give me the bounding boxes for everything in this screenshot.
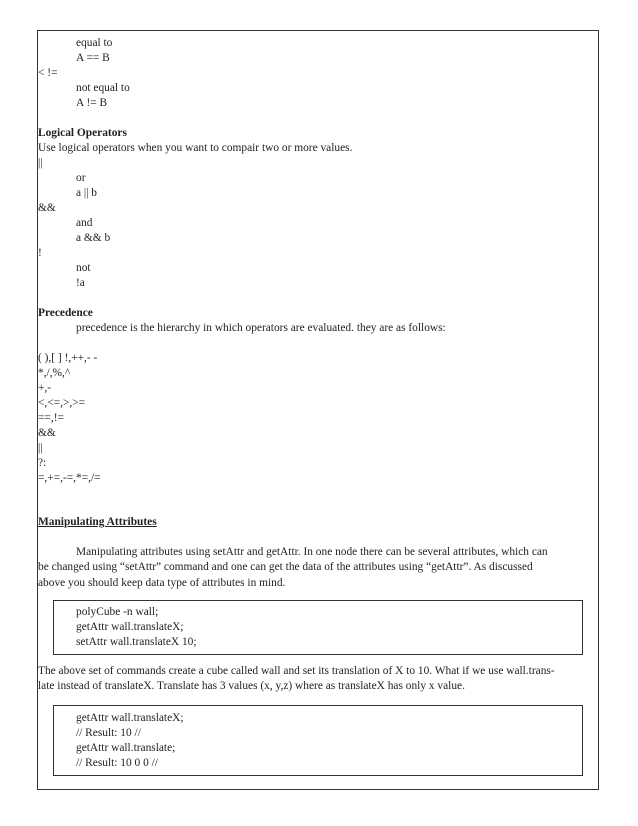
code-line: setAttr wall.translateX 10; [76,636,197,648]
code-block-2 [53,705,583,776]
paragraph-line: The above set of commands create a cube called wall and set its translation of X to 10. What if we use wall.trans- [38,665,555,677]
code-line: // Result: 10 // [76,727,141,739]
not-example: !a [76,277,85,289]
and-symbol: && [38,202,56,214]
code-block-1 [53,600,583,655]
manipulating-attributes-heading: Manipulating Attributes [38,516,157,528]
paragraph-line: late instead of translateX. Translate has 3 values (x, y,z) where as translateX has only x value. [38,680,465,693]
precedence-heading: Precedence [38,307,93,319]
code-line: // Result: 10 0 0 // [76,757,158,769]
attributes-paragraph-2 [38,664,594,695]
code-line: getAttr wall.translate; [76,742,176,754]
not-equal-symbol: < != [38,67,58,79]
equal-description: equal to [76,37,113,49]
or-description: or [76,172,86,184]
precedence-level: +,- [38,382,52,394]
or-example: a || b [76,187,98,199]
logical-operators-intro: Use logical operators when you want to compair two or more values. [38,142,353,154]
and-example: a && b [76,232,111,244]
precedence-intro: precedence is the hierarchy in which operators are evaluated. they are as follows: [76,322,446,334]
not-symbol: ! [38,247,42,259]
logical-operators-heading: Logical Operators [38,127,127,139]
precedence-level: <,<=,>,>= [38,397,86,409]
precedence-level: || [38,442,43,454]
precedence-level: =,+=,-=,*=,/= [38,472,101,484]
precedence-level: *,/,%,^ [38,367,71,379]
not-equal-description: not equal to [76,82,130,94]
equal-example: A == B [76,52,110,64]
not-equal-example: A != B [76,97,108,109]
paragraph-line: above you should keep data type of attributes in mind. [38,576,286,589]
precedence-level: && [38,427,56,439]
code-line: getAttr wall.translateX; [76,621,184,633]
or-symbol: || [38,157,43,169]
and-description: and [76,217,93,229]
code-line: polyCube -n wall; [76,606,159,618]
paragraph-line: be changed using “setAttr” command and one can get the data of the attributes using “getAttr”. As discussed [38,561,533,574]
code-line: getAttr wall.translateX; [76,712,184,724]
attributes-paragraph-1 [38,545,594,591]
precedence-level: ( ),[ ] !,++,- - [38,352,98,364]
precedence-level: ?: [38,457,47,469]
paragraph-line: Manipulating attributes using setAttr and getAttr. In one node there can be several attributes, which can [76,546,548,558]
precedence-level: ==,!= [38,412,64,424]
not-description: not [76,262,91,274]
